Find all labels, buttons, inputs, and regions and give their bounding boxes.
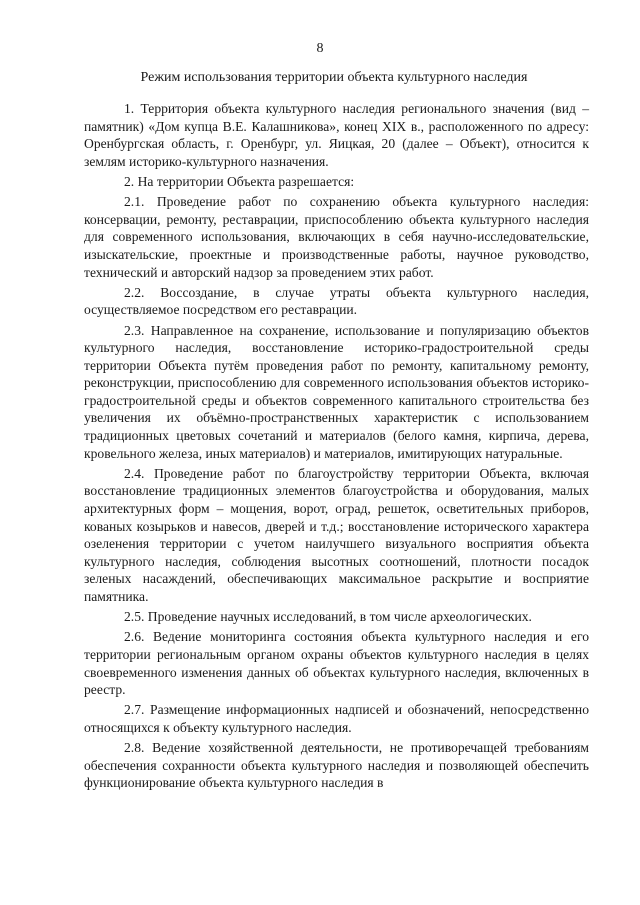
paragraph-2-7: 2.7. Размещение информационных надписей и обозначений, непосредственно относящихся к объекту культурного наследия.	[84, 702, 589, 735]
page-number: 8	[316, 41, 324, 56]
paragraph-1: 1. Территория объекта культурного наследия регионального значения (вид – памятник) «Дом купца В.Е. Калашникова», конец XIX в., расположенного по адресу: Оренбургская область, г. Оренбург, ул. Яицкая, 20 (далее – Объект), относится к землям историко-культурного назначения.	[84, 101, 589, 169]
document-body	[84, 100, 589, 792]
paragraph-2-5: 2.5. Проведение научных исследований, в том числе археологических.	[124, 609, 532, 625]
paragraph-2-3: 2.3. Направленное на сохранение, использование и популяризацию объектов культурного наследия, восстановление историко-градостроительной среды территории Объекта путём проведения работ по ремонту, капитальному ремонту, реконструкции, приспособлению для современного использования объектов историко-градостроительной среды и объектов современного капитального строительства без увеличения их объёмно-пространственных характеристик с использованием традиционных цветовых сочетаний и материалов (белого камня, кирпича, дерева, кровельного железа, иных материалов) и материалов, имитирующих натуральные.	[84, 322, 589, 461]
paragraph-2-2: 2.2. Воссоздание, в случае утраты объекта культурного наследия, осуществляемое посредством его реставрации.	[84, 284, 589, 318]
paragraph-2-4: 2.4. Проведение работ по благоустройству территории Объекта, включая восстановление традиционных элементов благоустройства и оборудования, малых архитектурных форм – мощения, ворот, оград, решеток, осветительных приборов, кованых козырьков и навесов, дверей и т.д.; восстановление исторического характера озеленения территории с учетом наилучшего визуального восприятия объекта культурного наследия, соблюдения высотных соотношений, плотности посадок зеленых насаждений, обеспечивающих максимальное раскрытие и восприятие памятника.	[84, 465, 589, 604]
paragraph-2: 2. На территории Объекта разрешается:	[124, 173, 355, 189]
paragraph-2-8: 2.8. Ведение хозяйственной деятельности, не противоречащей требованиям обеспечения сохранности объекта культурного наследия и позволяющей обеспечить функционирование объекта культурного наследия в	[84, 740, 589, 791]
paragraph-2-1: 2.1. Проведение работ по сохранению объекта культурного наследия: консервации, ремонту, реставрации, приспособлению объекта культурного наследия для современного использования, включающих в себя научно-исследовательские, изыскательские, проектные и производственные работы, научное руководство, технический и авторский надзор за проведением этих работ.	[84, 194, 589, 280]
paragraph-2-6: 2.6. Ведение мониторинга состояния объекта культурного наследия и его территории региональным органом охраны объектов культурного наследия в целях своевременного изменения данных об объектах культурного наследия, включенных в реестр.	[84, 629, 589, 698]
document-title: Режим использования территории объекта культурного наследия	[140, 70, 528, 85]
